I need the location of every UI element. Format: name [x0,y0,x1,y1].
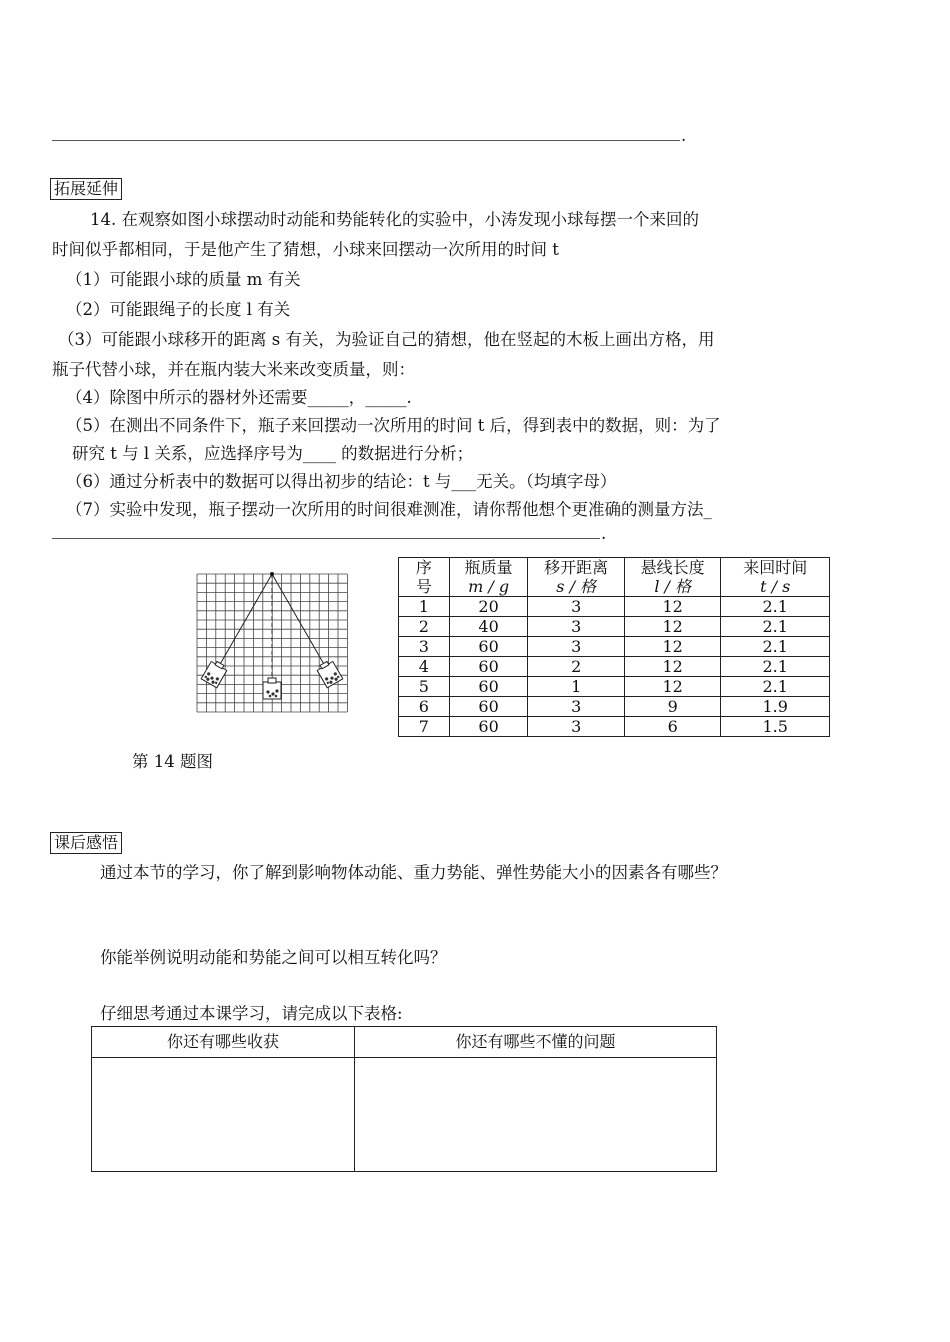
sub-question-7: （7）实验中发现，瓶子摆动一次所用的时间很难测准，请你帮他想个更准确的测量方法_ [66,500,712,519]
table-cell: 1 [399,597,450,617]
sub-question-4: （4）除图中所示的器材外还需要_____，_____. [66,388,412,407]
table-row [399,697,830,717]
table-cell: 6 [624,717,721,737]
table-cell: 1.5 [721,717,830,737]
table-header-cell [528,558,625,597]
table-cell: 9 [624,697,721,717]
reflection-table-header-questions: 你还有哪些不懂的问题 [355,1027,717,1058]
section-label-reflection: 课后感悟 [50,832,122,854]
table-cell: 4 [399,657,450,677]
experiment-data-table [398,557,830,737]
table-cell: 60 [449,677,528,697]
table-header-top: 来回时间 [743,558,808,577]
table-row [399,657,830,677]
table-header-top: 瓶质量 [464,558,513,577]
table-cell: 2.1 [721,677,830,697]
guess-item-1: （1）可能跟小球的质量 m 有关 [66,270,301,289]
table-cell: 12 [624,597,721,617]
table-cell: 2 [528,657,625,677]
table-header-row [399,558,830,597]
question-14-line-1: 14. 在观察如图小球摆动时动能和势能转化的实验中，小涛发现小球每摆一个来回的 [90,210,699,229]
table-cell: 5 [399,677,450,697]
table-cell: 1 [528,677,625,697]
reflection-table-header-gains: 你还有哪些收获 [92,1027,355,1058]
answer-line-end-mark: . [681,126,687,145]
table-header-top: 序 [415,558,432,577]
table-cell: 12 [624,677,721,697]
table-cell: 12 [624,657,721,677]
table-cell: 3 [528,597,625,617]
sub-question-5-line-1: （5）在测出不同条件下，瓶子来回摆动一次所用的时间 t 后，得到表中的数据，则：为了 [66,416,721,435]
table-cell: 3 [528,697,625,717]
table-header-cell [721,558,830,597]
answer-line-question-7-end-mark: . [601,524,607,543]
table-cell: 2 [399,617,450,637]
table-cell: 3 [528,637,625,657]
reflection-questions-cell[interactable] [355,1058,717,1172]
table-cell: 1.9 [721,697,830,717]
table-header-cell [624,558,721,597]
table-cell: 3 [528,617,625,637]
table-cell: 40 [449,617,528,637]
table-cell: 2.1 [721,637,830,657]
guess-item-3-line-2: 瓶子代替小球，并在瓶内装大米来改变质量，则： [52,360,415,379]
table-cell: 7 [399,717,450,737]
section-label-extend: 拓展延伸 [50,178,122,200]
table-header-top: 移开距离 [544,558,609,577]
guess-item-3-line-1: （3）可能跟小球移开的距离 s 有关，为验证自己的猜想，他在竖起的木板上画出方格，用 [58,330,715,349]
table-cell: 6 [399,697,450,717]
answer-line-top [52,140,680,141]
table-cell: 3 [528,717,625,737]
table-header-unit: s / 格 [556,577,597,596]
pendulum-grid-figure [196,572,348,714]
table-cell: 3 [399,637,450,657]
guess-item-2: （2）可能跟绳子的长度 l 有关 [66,300,291,319]
table-cell: 60 [449,697,528,717]
table-header-unit: 号 [415,577,432,596]
reflection-question-3: 仔细思考通过本课学习，请完成以下表格: [100,1004,403,1023]
table-header-unit: t / s [760,577,791,596]
question-14-line-2: 时间似乎都相同，于是他产生了猜想，小球来回摆动一次所用的时间 t [52,240,559,259]
table-cell: 60 [449,657,528,677]
table-cell: 2.1 [721,597,830,617]
reflection-question-2: 你能举例说明动能和势能之间可以相互转化吗？ [100,948,447,967]
reflection-gains-cell[interactable] [92,1058,355,1172]
table-cell: 20 [449,597,528,617]
table-cell: 12 [624,637,721,657]
figure-caption: 第 14 题图 [132,752,213,771]
table-row [399,717,830,737]
reflection-table [91,1026,717,1172]
table-cell: 60 [449,717,528,737]
table-row [399,677,830,697]
table-cell: 12 [624,617,721,637]
table-row [399,617,830,637]
table-header-cell [449,558,528,597]
table-row [399,597,830,617]
answer-line-question-7 [52,538,600,539]
table-header-top: 悬线长度 [640,558,705,577]
table-header-unit: l / 格 [654,577,692,596]
table-row [399,637,830,657]
table-header-unit: m / g [468,577,510,596]
sub-question-5-line-2: 研究 t 与 l 关系，应选择序号为____ 的数据进行分析； [72,444,474,463]
table-header-cell [399,558,450,597]
table-cell: 2.1 [721,617,830,637]
table-cell: 2.1 [721,657,830,677]
table-cell: 60 [449,637,528,657]
sub-question-6: （6）通过分析表中的数据可以得出初步的结论：t 与___无关。（均填字母） [66,472,617,491]
reflection-question-1: 通过本节的学习，你了解到影响物体动能、重力势能、弹性势能大小的因素各有哪些？ [100,863,727,882]
